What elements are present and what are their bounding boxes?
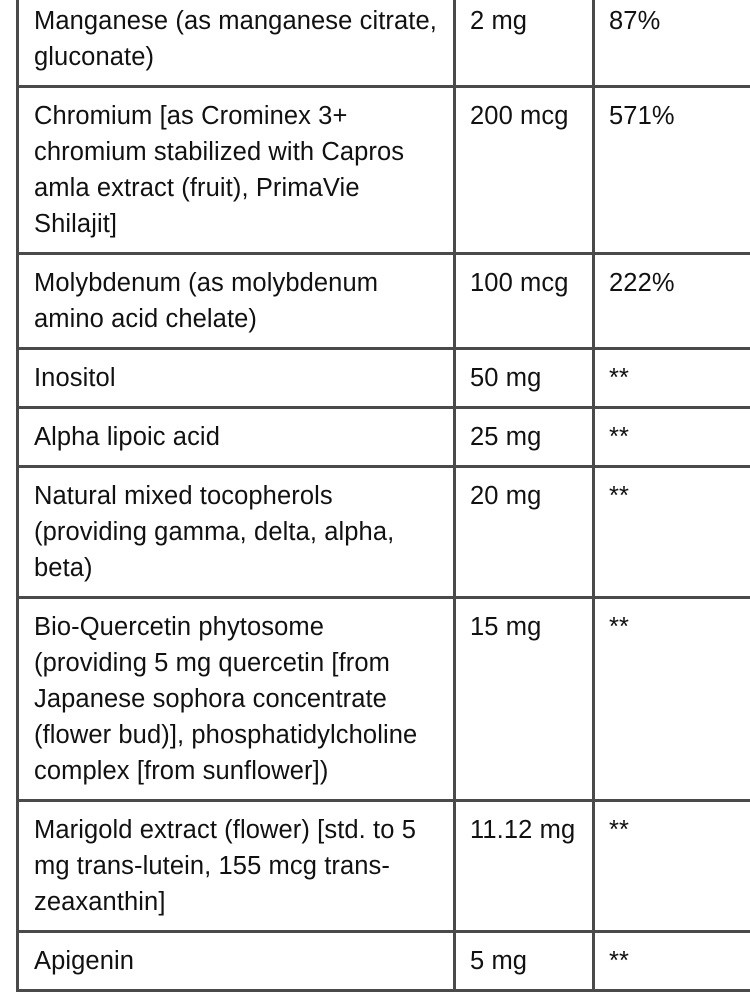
ingredient-amount: 50 mg [456, 350, 592, 406]
table-row [19, 255, 750, 347]
daily-value-percent: ** [595, 933, 750, 989]
ingredient-name: Chromium [as Crominex 3+ chromium stabilized with Capros amla extract (fruit), PrimaVie Shilajit] [19, 88, 453, 252]
ingredient-amount: 200 mcg [456, 88, 592, 252]
ingredient-amount: 25 mg [456, 409, 592, 465]
ingredient-amount: 100 mcg [456, 255, 592, 347]
daily-value-percent: 571% [595, 88, 750, 252]
ingredient-name: Marigold extract (flower) [std. to 5 mg trans-lutein, 155 mcg trans-zeaxanthin] [19, 802, 453, 930]
ingredient-name: Natural mixed tocopherols (providing gamma, delta, alpha, beta) [19, 468, 453, 596]
supplement-facts-container [16, 0, 750, 992]
table-row [19, 350, 750, 406]
ingredient-name: Bio-Quercetin phytosome (providing 5 mg quercetin [from Japanese sophora concentrate (flower bud)], phosphatidylcholine complex [from sunflower]) [19, 599, 453, 799]
daily-value-percent: ** [595, 409, 750, 465]
table-row [19, 409, 750, 465]
table-row [19, 599, 750, 799]
ingredient-name: Manganese (as manganese citrate, gluconate) [19, 0, 453, 85]
ingredient-amount: 2 mg [456, 0, 592, 85]
table-row [19, 0, 750, 85]
ingredient-amount: 11.12 mg [456, 802, 592, 930]
daily-value-percent: ** [595, 350, 750, 406]
ingredient-amount: 20 mg [456, 468, 592, 596]
ingredient-name: Inositol [19, 350, 453, 406]
ingredient-name: Apigenin [19, 933, 453, 989]
daily-value-percent: 87% [595, 0, 750, 85]
daily-value-percent: ** [595, 468, 750, 596]
daily-value-percent: ** [595, 599, 750, 799]
table-row [19, 88, 750, 252]
daily-value-percent: ** [595, 802, 750, 930]
supplement-facts-table [16, 0, 750, 992]
daily-value-percent: 222% [595, 255, 750, 347]
ingredient-amount: 5 mg [456, 933, 592, 989]
table-row [19, 933, 750, 989]
ingredient-name: Molybdenum (as molybdenum amino acid chelate) [19, 255, 453, 347]
ingredient-name: Alpha lipoic acid [19, 409, 453, 465]
ingredient-amount: 15 mg [456, 599, 592, 799]
table-row [19, 802, 750, 930]
table-row [19, 468, 750, 596]
